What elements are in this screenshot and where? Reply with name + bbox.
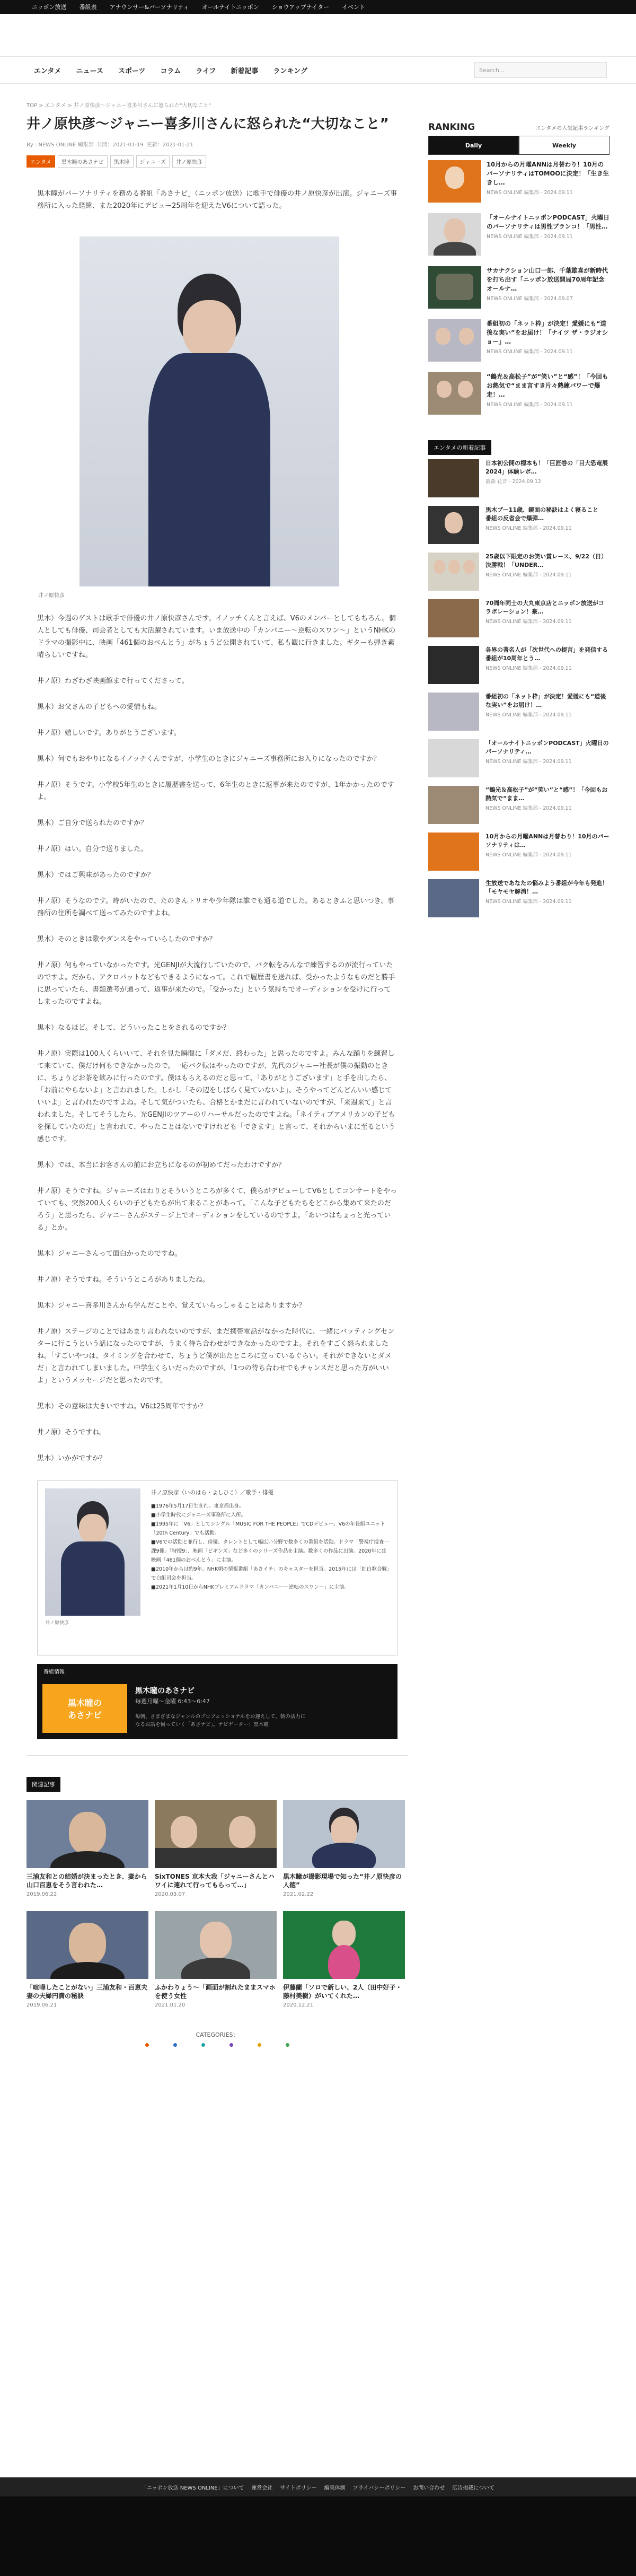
related-date: 2021.01.20 (155, 2002, 186, 2008)
footer-link[interactable]: 編集体制 (324, 2485, 346, 2491)
nav-item-ranking[interactable]: ランキング (273, 67, 308, 75)
ranking-item[interactable] (428, 319, 610, 369)
tag[interactable]: 黒木瞳 (110, 155, 134, 168)
paragraph: 井ノ原）何もやっていなかったです。光GENJIが大流行していたので、バク転をみんなで練習するのが流行っていたのですよ。だから、アクロバットなどもできるようになって。これで履歴書を送れば、受かったようなものだと勝手に思っていたら、書類選考が通って、返事が来たので。「受かった」という気持ちでオーディションを受けに行ってしまったのですよね。 (37, 961, 395, 1006)
related-date: 2020.03.07 (155, 1891, 186, 1897)
ranking-thumb (428, 266, 481, 309)
new-thumb (428, 646, 479, 684)
program-logo: 黒木瞳の あさナビ (42, 1684, 127, 1733)
categories (26, 2030, 408, 2047)
nav-item-news[interactable]: ニュース (76, 67, 103, 75)
top-link[interactable]: イベント (342, 4, 365, 11)
nav-item-entame[interactable]: エンタメ (34, 67, 61, 75)
new-title: 25歳以下限定のお笑い賞レース、9/22（日）決勝戦！「UNDER… (485, 553, 607, 568)
breadcrumb[interactable]: TOP > エンタメ > 井ノ原快彦〜ジャニー喜多川さんに怒られた"大切なこと" (26, 103, 211, 109)
paragraph: 井ノ原）そうです。小学校5年生のときに履歴書を送って、6年生のときに返事が来たのですが、1年かかったのですよ。 (37, 781, 394, 801)
tag[interactable]: 井ノ原快彦 (172, 155, 206, 168)
related-thumb (155, 1911, 277, 1979)
tab-daily[interactable]: Daily (428, 136, 519, 155)
new-title: 10月からの月曜ANNは月替わり！10月のパーソナリティは… (485, 833, 610, 848)
sidebar (428, 122, 610, 922)
ranking-thumb (428, 213, 481, 256)
new-article-item[interactable] (428, 599, 610, 642)
program-title: 黒木瞳のあさナビ (135, 1687, 195, 1695)
byline[interactable]: By : NEWS ONLINE 編集部 (26, 142, 94, 148)
footer-link[interactable]: 「ニッポン放送 NEWS ONLINE」について (141, 2485, 244, 2491)
nav-item-sports[interactable]: スポーツ (118, 67, 146, 75)
category-dot[interactable] (145, 2043, 149, 2047)
new-meta: NEWS ONLINE 編集部 - 2024.09.11 (485, 899, 572, 905)
profile-line: ■2021年1月10日からNHKプレミアムドラマ「カンパニー〜逆転のスワン〜」に主演。 (151, 1584, 350, 1590)
profile-text (151, 1488, 390, 1648)
footer-link[interactable]: 広告掲載について (452, 2485, 495, 2491)
related-date: 2019.06.21 (26, 2002, 57, 2008)
new-article-item[interactable] (428, 833, 610, 875)
new-article-item[interactable] (428, 459, 610, 502)
new-meta: NEWS ONLINE 編集部 - 2024.09.11 (485, 525, 572, 531)
new-title: “鶴光＆高松子”が“笑い”と“感”！「今回もお熱気で“まま… (485, 786, 608, 802)
ranking-item-title: “鶴光＆高松子”が“笑い”と“感”！「今回もお熱気で“まま言すき片々熟練パワーで爆走！… (487, 373, 608, 398)
paragraph: 黒木）その意味は大きいですね。V6は25周年ですか？ (37, 1403, 207, 1410)
new-thumb (428, 553, 479, 591)
new-thumb (428, 833, 479, 871)
related-title: ふかわりょう〜「画面が割れたままスマホを使う女性 (155, 1984, 276, 2000)
new-meta: NEWS ONLINE 編集部 - 2024.09.11 (485, 665, 572, 671)
paragraph: 黒木）では、本当にお客さんの前にお立ちになるのが初めてだったわけですか？ (37, 1161, 286, 1169)
top-link[interactable]: アナウンサー&パーソナリティ (109, 4, 189, 11)
related-card[interactable] (155, 1800, 277, 1897)
related-thumb (283, 1911, 405, 1979)
ranking-item[interactable] (428, 213, 610, 263)
ranking-item-title: 「オールナイトニッポンPODCAST」火曜日のパーソナリティは男性ブランコ！「男性… (487, 214, 610, 230)
footer (0, 2477, 636, 2576)
article-meta (26, 140, 408, 148)
new-meta: NEWS ONLINE 編集部 - 2024.09.11 (485, 572, 572, 578)
paragraph: 黒木）ではご興味があったのですか？ (37, 871, 154, 879)
related-thumb (26, 1911, 148, 1979)
related-title: 黒木瞳が撮影現場で知った“井ノ原快彦の人徳” (283, 1873, 402, 1889)
paragraph: 黒木）お父さんの子どもへの愛情もね。 (37, 703, 162, 711)
ranking-item-meta: NEWS ONLINE 編集部 - 2024.09.11 (487, 190, 573, 196)
related-thumb (155, 1800, 277, 1868)
published-date: 公開：2021-01-19 (96, 142, 144, 148)
new-thumb (428, 506, 479, 544)
profile-line: ■小学生時代にジャニーズ事務所に入所。 (151, 1512, 246, 1518)
tag[interactable]: 黒木瞳のあさナビ (58, 155, 108, 168)
profile-line: ■1995年に「V6」としてシングル「MUSIC FOR THE PEOPLE」でCDデビュー。V6の年長組ユニット「20th Century」でも活動。 (151, 1521, 385, 1536)
new-title: 番組初の「ネット枠」が決定！愛媛にも“道後な実い”をお届け！… (485, 693, 606, 708)
main-nav (0, 56, 636, 84)
related-date: 2021.02.22 (283, 1891, 314, 1897)
ranking-item[interactable] (428, 372, 610, 422)
profile-name: 井ノ原快彦（いのはら・よしひこ）／歌手・俳優 (151, 1489, 273, 1496)
new-thumb (428, 879, 479, 917)
top-link[interactable]: 番組表 (79, 4, 97, 11)
program-info[interactable] (37, 1664, 398, 1739)
ranking-title: RANKING (428, 122, 475, 133)
related-card[interactable] (283, 1800, 405, 1897)
new-article-item[interactable] (428, 693, 610, 735)
related-card[interactable] (26, 1800, 148, 1897)
related-title: 伊藤蘭「ソロで新しい、2人（田中好子・藤村美樹）がいてくれた… (283, 1984, 402, 2000)
footer-links (0, 2477, 636, 2496)
ranking-thumb (428, 160, 481, 203)
ranking-item-meta: NEWS ONLINE 編集部 - 2024.09.07 (487, 296, 573, 302)
new-article-item[interactable] (428, 553, 610, 595)
profile-caption: 井ノ原快彦 (45, 1620, 69, 1626)
profile-line: ■V6での活動と並行し、俳優、タレントとして幅広い分野で数多くの番組を活動。ドラマ「警視庁捜査一課9係」「特捜9」、映画「ビギンズ」など多くのシリーズ作品を主演。数多くの作品に出演。2020年には映画「461個のおべんとう」に主演。 (151, 1539, 389, 1563)
new-article-item[interactable] (428, 506, 610, 548)
paragraph: 黒木）なるほど。そして、どういったことをされるのですか？ (37, 1024, 230, 1032)
profile-line: ■2010年からは約9年、NHK朝の情報番組「あさイチ」のキャスターを担当。2015年には「紅白歌合戦」で白組司会を担当。 (151, 1566, 390, 1581)
footer-link[interactable]: 運営会社 (251, 2485, 273, 2491)
ranking-thumb (428, 372, 481, 415)
tag[interactable]: ジャニーズ (136, 155, 170, 168)
new-meta: NEWS ONLINE 編集部 - 2024.09.11 (485, 759, 572, 765)
new-articles-header: エンタメの新着記事 (428, 440, 491, 455)
related-card[interactable] (283, 1911, 405, 2008)
new-meta: NEWS ONLINE 編集部 - 2024.09.11 (485, 805, 572, 811)
search-input[interactable]: Search... (474, 62, 607, 78)
related-card[interactable] (26, 1911, 148, 2008)
nav-item-life[interactable]: ライフ (196, 67, 216, 75)
paragraph: 黒木）今週のゲストは歌手で俳優の井ノ原快彦さんです。イノッチくんと言えば、V6のメンバーとしてもちろん。個人としても俳優、司会者としても大活躍されています。いま放送中の「カンパニー〜逆転のスワン〜」というNHKのドラマの撮影中に、映画「461個のおべんとう」がちょうど公開されていて、私も観に行きました。ギターも弾き素晴らしいですね。 (37, 615, 396, 659)
ranking-thumb (428, 319, 481, 362)
related-title: 「喧嘩したことがない」三浦友和・百恵夫妻の夫婦円満の秘訣 (26, 1984, 148, 2000)
new-articles (428, 440, 610, 922)
new-thumb (428, 739, 479, 777)
category-dots (26, 2043, 408, 2047)
paragraph: 井ノ原）嬉しいです。ありがとうございます。 (37, 729, 181, 737)
paragraph: 井ノ原）そうですね。ジャニーズはわりとそういうところが多くて、僕らがデビューしてV6としてコンサートをやっていても、突然200人くらいの子どもたちが出て来ることがあって。「こんな子どもたちをどこから集めて来たのだろう」と思ったら、ジャニーさんがステージ上でオーディションをしているのですよ。「あいつはちょっと光っている」とか。 (37, 1187, 397, 1232)
ranking-item-title: サカナクション山口一郎、千葉雄喜が新時代を打ち出す「ニッポン放送開局70周年記念 オールナ… (487, 267, 608, 292)
tab-weekly[interactable]: Weekly (519, 136, 610, 155)
category-dot[interactable] (201, 2043, 205, 2047)
paragraph: 井ノ原）そうなのです。時がいたので、たのきんトリオや少年隊は誰でも通る道でした。あるときふと思いつき、事務所の住所を調べて送ってみたのですよね。 (37, 897, 395, 917)
ranking-item-meta: NEWS ONLINE 編集部 - 2024.09.11 (487, 349, 573, 355)
new-title: 「オールナイトニッポンPODCAST」火曜日のパーソナリティ… (485, 740, 609, 755)
top-utility-bar (0, 0, 636, 14)
categories-label: CATEGORIES： (196, 2031, 239, 2038)
related-title: 三浦友和との結婚が決まったとき、妻から山口百恵をそう言われた… (26, 1873, 147, 1889)
footer-link[interactable]: プライバシーポリシー (352, 2485, 406, 2491)
paragraph: 黒木）そのときは歌やダンスをやっていらしたのですか？ (37, 935, 216, 943)
program-schedule: 毎週月曜〜金曜 6:43〜6:47 (135, 1698, 210, 1705)
photo-caption: 井ノ原快彦 (38, 593, 65, 599)
program-description: 毎朝、さまざまなジャンルのプロフェッショナルをお迎えして、朝の活力になるお話を伺っていく「あさナビ」。ナビゲーター：黒木瞳 (135, 1714, 306, 1728)
ranking-header (428, 122, 610, 133)
related-card[interactable] (155, 1911, 277, 2008)
new-title: 日本初公開の標本も！「巨匠巻の「目大恐竜展 2024」体験レポ… (485, 460, 608, 475)
paragraph: 黒木）ご自分で送られたのですか？ (37, 819, 148, 827)
paragraph: 井ノ原）そうですね。 (37, 1429, 107, 1436)
ranking-item-title: 10月からの月曜ANNは月替わり！10月のパーソナリティはTOMOOに決定！「生き生きし… (487, 161, 610, 186)
profile-line: ■1976年5月17日生まれ。東京都出身。 (151, 1503, 244, 1509)
top-link[interactable]: ショウアップナイター (271, 4, 329, 11)
ranking-item-meta: NEWS ONLINE 編集部 - 2024.09.11 (487, 234, 573, 240)
new-article-item[interactable] (428, 786, 610, 828)
new-meta: 前森 花音 - 2024.09.12 (485, 479, 541, 485)
related-date: 2020.12.21 (283, 2002, 314, 2008)
paragraph: 井ノ原）ステージのことではあまり言われないのですが、まだ携帯電話がなかった時代に、一緒にバッティングセンターに行こうという話になったのですが、うまく待ち合わせができなかったのですよ。それをすごく怒られましたね。「すごいやつは、タイミングを合わせて、ちょうど僕が出たところに立っているぐらい。それができないとダメだ」と言われてしまいました。中学生くらいだったのですが、「1つの待ち合わせでもチャンスだと思った方がいいよ」というメッセージだと思ったのです。 (37, 1328, 395, 1385)
ranking-item-title: 番組初の「ネット枠」が決定！愛媛にも“道後な実い”をお届け！「ナイツ ザ・ラジオショー」… (487, 320, 608, 345)
new-title: 生放送であなたの悩みよう番組が今年も発進！「モヤモヤ解消！… (485, 880, 608, 895)
new-article-item[interactable] (428, 646, 610, 688)
ranking-subtitle: エンタメの人気記事ランキング (535, 125, 610, 132)
top-link[interactable]: オールナイトニッポン (201, 4, 259, 11)
category-dot[interactable] (173, 2043, 177, 2047)
header-space (0, 14, 636, 56)
footer-link[interactable]: サイトポリシー (280, 2485, 317, 2491)
program-header: 番組情報 (43, 1669, 65, 1675)
paragraph: 井ノ原）実際は100人くらいいて、それを見た瞬間に「ダメだ、終わった」と思ったのですよ。みんな踊りを練習して来ていて、僕だけ何もできなかったので。一応バク転はやったのですが、先代のジャニー社長が僕の振動のときに、ちょうどお茶を飲みに行ったのです。僕はもらえるのだと思って、「ありがとうございます」と手を出したら、「お前にやらないよ」と言われました。しかし「その辺をしばらく見ていないよ」、そうやってどんどんいい感じていいよ」と言われたのですよね。そして気がついたら、合格とかまだに言われていないのですが、「来週来て」と言われました。そしてそうしたら、光GENJIのツアーのリハーサルだったのですよね。「ネイティブアメリカンの子どもを探していたのだ」と言われて、やったことはないですけれども「できます」と言って、それからいまに至るという感じです。 (37, 1050, 395, 1143)
ranking-item[interactable] (428, 160, 610, 210)
ranking-tabs (428, 136, 610, 155)
nav-item-column[interactable]: コラム (160, 67, 181, 75)
ranking-list (428, 160, 610, 422)
related-title: SixTONES 京本大我「ジャニーさんとハワイに連れて行ってもらって…」 (155, 1873, 275, 1889)
category-dot[interactable] (229, 2043, 233, 2047)
paragraph: 黒木）ジャニーさんって面白かったのですね。 (37, 1250, 182, 1258)
nav-item-new[interactable]: 新着記事 (231, 67, 259, 75)
new-title: 黒木ブー11歳、鏡面の秘訣はよく寝ること 番組の反省会で爆弾… (485, 506, 604, 522)
new-article-item[interactable] (428, 739, 610, 782)
category-dot[interactable] (286, 2043, 289, 2047)
new-thumb (428, 459, 479, 497)
new-meta: NEWS ONLINE 編集部 - 2024.09.11 (485, 619, 572, 625)
tag-list (26, 155, 408, 168)
paragraph: 井ノ原）わざわざ映画館まで行ってくださって。 (37, 677, 189, 685)
footer-link[interactable]: お問い合わせ (413, 2485, 445, 2491)
article (26, 115, 408, 2047)
related-header: 関連記事 (26, 1777, 60, 1792)
paragraph: 黒木）ジャニー喜多川さんから学んだことや、覚えていらっしゃることはありますか？ (37, 1302, 306, 1310)
ranking-item-meta: NEWS ONLINE 編集部 - 2024.09.11 (487, 402, 573, 408)
top-link[interactable]: ニッポン放送 (32, 4, 67, 11)
ranking-item[interactable] (428, 266, 610, 316)
profile-box (37, 1480, 398, 1655)
related-thumb (26, 1800, 148, 1868)
new-article-item[interactable] (428, 879, 610, 922)
new-thumb (428, 599, 479, 637)
new-title: 各界の著名人が「次世代への提言」を発信する番組が10周年とう… (485, 646, 608, 662)
updated-date: 更新：2021-01-21 (146, 142, 193, 148)
tag-category[interactable]: エンタメ (26, 155, 55, 168)
related-thumb (283, 1800, 405, 1868)
related-grid (26, 1800, 408, 2008)
new-thumb (428, 693, 479, 731)
new-title: 70周年同士の大丸東京店とニッポン放送がコラボレーション！豪… (485, 600, 604, 615)
related-section (26, 1755, 408, 2008)
article-body (26, 612, 408, 1465)
category-dot[interactable] (258, 2043, 261, 2047)
paragraph: 井ノ原）はい。自分で送りました。 (37, 845, 148, 853)
main-photo (80, 236, 339, 586)
new-meta: NEWS ONLINE 編集部 - 2024.09.11 (485, 712, 572, 718)
paragraph: 井ノ原）そうですね。そういうところがありましたね。 (37, 1276, 210, 1284)
paragraph: 黒木）いかがですか？ (37, 1455, 107, 1462)
new-meta: NEWS ONLINE 編集部 - 2024.09.11 (485, 852, 572, 858)
article-lead: 黒木瞳がパーソナリティを務める番組「あさナビ」（ニッポン放送）に歌手で俳優の井ノ原快彦が出演。ジャニーズ事務所に入った経緯、また2020年にデビュー25周年を迎えたV6について語った。 (37, 190, 398, 210)
new-thumb (428, 786, 479, 824)
paragraph: 黒木）何でもおやりになるイノッチくんですが、小学生のときにジャニーズ事務所にお入りになったのですか？ (37, 755, 381, 763)
article-title: 井ノ原快彦〜ジャニー喜多川さんに怒られた“大切なこと” (26, 116, 389, 132)
profile-photo (45, 1488, 140, 1616)
related-date: 2019.06.22 (26, 1891, 57, 1897)
